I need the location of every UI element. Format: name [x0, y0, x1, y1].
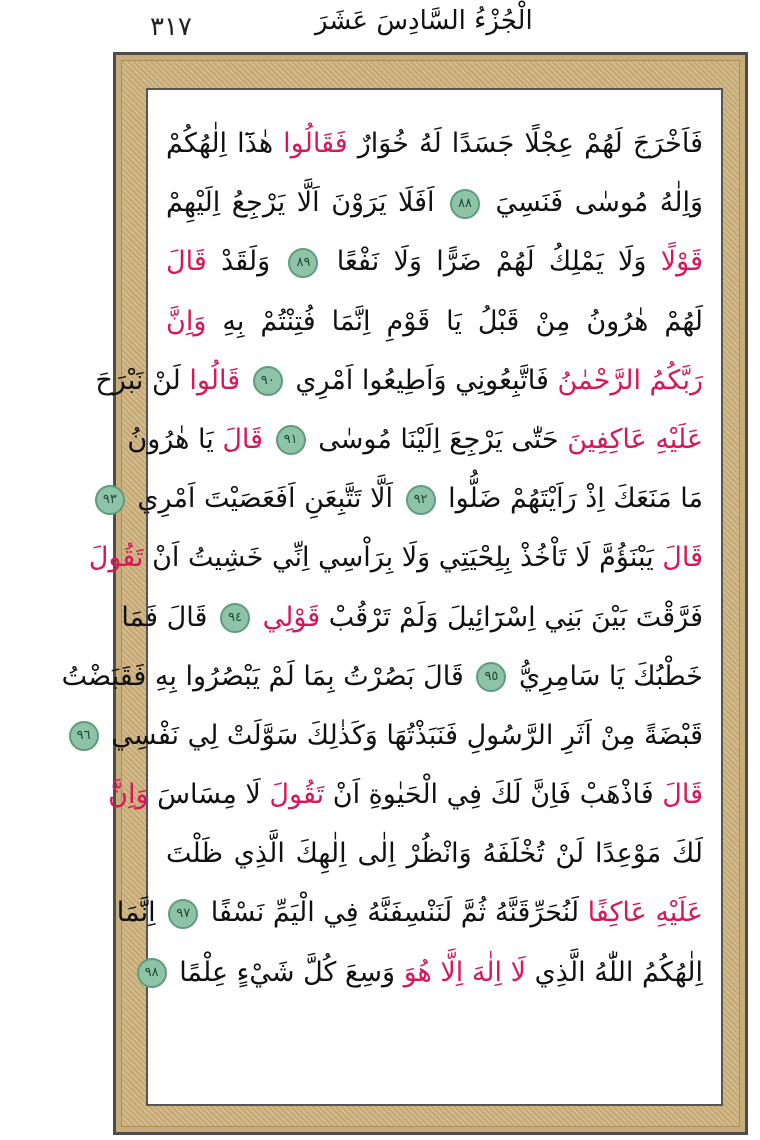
- text-segment: لَا مِسَاسَ: [148, 779, 270, 811]
- text-segment: مَا مَنَعَكَ اِذْ رَاَيْتَهُمْ ضَلُّوا: [439, 483, 703, 515]
- text-segment: وَاِلٰهُ مُوسٰى فَنَسِيَ: [484, 187, 703, 219]
- ayah-number-marker: ٨٩: [288, 248, 318, 278]
- highlighted-text: وَاِنَّ: [108, 779, 149, 811]
- ayah-number-marker: ٩٢: [406, 485, 436, 515]
- text-line: [166, 232, 703, 291]
- text-line: [144, 943, 703, 1002]
- highlighted-text: قَالَ: [662, 542, 703, 574]
- text-segment: قَبْضَةً مِنْ اَثَرِ الرَّسُولِ فَنَبَذْتُهَا وَكَذٰلِكَ سَوَّلَتْ لِي نَفْسِي: [102, 719, 703, 751]
- highlighted-text: قَوْلًا: [660, 246, 703, 278]
- text-segment: وَلَقَدْ: [206, 246, 285, 278]
- highlighted-text: فَقَالُوا: [283, 128, 348, 159]
- highlighted-text: قَوْلِي: [262, 601, 321, 633]
- ayah-number-marker: ٩٦: [69, 721, 99, 751]
- ayah-number-marker: ٩٣: [95, 485, 125, 515]
- text-segment: لَنْ نَبْرَحَ: [95, 364, 190, 396]
- highlighted-text: لَا اِلٰهَ اِلَّا هُوَ: [403, 956, 527, 988]
- text-segment: [254, 602, 263, 633]
- text-segment: وَسِعَ كُلَّ شَيْءٍ عِلْمًا: [170, 956, 404, 988]
- text-line: [166, 824, 703, 883]
- text-segment: لَهُمْ هٰرُونُ مِنْ قَبْلُ يَا قَوْمِ اِنَّمَا فُتِنْتُمْ بِهِ: [206, 305, 703, 337]
- text-segment: خَطْبُكَ يَا سَامِرِيُّ: [510, 660, 703, 692]
- highlighted-text: قَالَ: [222, 423, 264, 455]
- text-segment: لَنُحَرِّقَنَّهُ ثُمَّ لَنَنْسِفَنَّهُ فِي الْيَمِّ نَسْفًا: [202, 897, 588, 929]
- text-segment: قَالَ فَمَا: [121, 601, 216, 633]
- text-segment: قَالَ بَصُرْتُ بِمَا لَمْ يَبْصُرُوا بِهِ فَقَبَضْتُ: [61, 660, 473, 692]
- page-frame: [61, 52, 748, 1135]
- text-line: [166, 292, 703, 351]
- text-segment: فَاذْهَبْ فَاِنَّ لَكَ فِي الْحَيٰوةِ اَنْ: [324, 779, 663, 811]
- ayah-number-marker: ٩١: [276, 425, 306, 455]
- text-line: [127, 410, 703, 469]
- text-line: [121, 588, 703, 647]
- text-segment: حَتّٰى يَرْجِعَ اِلَيْنَا مُوسٰى: [309, 423, 568, 455]
- text-segment: اَلَّا تَتَّبِعَنِ اَفَعَصَيْتَ اَمْرِي: [128, 483, 402, 515]
- highlighted-text: قَالُوا: [189, 364, 241, 396]
- highlighted-text: رَبَّكُمُ الرَّحْمٰنُ: [557, 364, 703, 396]
- highlighted-text: تَقُولَ: [88, 542, 144, 574]
- text-line: [166, 114, 703, 173]
- ayah-number-marker: ٩٥: [476, 662, 506, 692]
- page-header: [0, 0, 760, 52]
- text-line: [76, 706, 703, 765]
- highlighted-text: قَالَ: [662, 779, 703, 811]
- text-segment: [263, 424, 272, 455]
- ayah-number-marker: ٩٨: [137, 958, 167, 988]
- text-segment: لَكَ مَوْعِدًا لَنْ تُخْلَفَهُ وَانْظُرْ اِلٰى اِلٰهِكَ الَّذِي ظَلْتَ: [166, 838, 703, 870]
- highlighted-text: تَقُولَ: [269, 779, 325, 811]
- text-line: [108, 765, 703, 824]
- highlighted-text: وَاِنَّ: [166, 305, 207, 337]
- text-segment: يَبْنَؤُمَّ لَا تَاْخُذْ بِلِحْيَتِي وَلَا بِرَاْسِي اِنِّي خَشِيتُ اَنْ: [143, 542, 663, 574]
- text-segment: [240, 365, 249, 396]
- highlighted-text: قَالَ: [166, 246, 207, 278]
- text-segment: اَفَلَا يَرَوْنَ اَلَّا يَرْجِعُ اِلَيْهِمْ: [166, 187, 447, 219]
- quran-text: [61, 114, 703, 1092]
- text-segment: هٰذَٓا اِلٰهُكُمْ: [166, 128, 284, 159]
- ayah-number-marker: ٩٧: [168, 899, 198, 929]
- juz-title: الْجُزْءُ السَّادِسَ عَشَرَ: [315, 6, 533, 36]
- text-panel: [61, 88, 723, 1106]
- text-segment: فَاَخْرَجَ لَهُمْ عِجْلًا جَسَدًا لَهُ خُوَارٌ: [347, 128, 703, 159]
- page-number: ٣١٧: [150, 12, 192, 42]
- text-line: [95, 351, 703, 410]
- highlighted-text: عَلَيْهِ عَاكِفًا: [587, 897, 703, 929]
- ayah-number-marker: ٩٤: [220, 603, 250, 633]
- ayah-number-marker: ٨٨: [450, 189, 480, 219]
- ayah-number-marker: ٩٠: [253, 366, 283, 396]
- text-line: [102, 469, 703, 528]
- text-line: [116, 883, 703, 942]
- text-segment: فَاتَّبِعُونِي وَاَطِيعُوا اَمْرِي: [286, 364, 558, 396]
- text-line: [88, 528, 703, 587]
- text-segment: اِلٰهُكُمُ اللّٰهُ الَّذِي: [526, 956, 703, 988]
- highlighted-text: عَلَيْهِ عَاكِفِينَ: [567, 423, 703, 455]
- text-segment: وَلَا يَمْلِكُ لَهُمْ ضَرًّا وَلَا نَفْعًا: [322, 246, 661, 278]
- text-segment: يَا هٰرُونُ: [127, 423, 223, 455]
- text-segment: فَرَّقْتَ بَيْنَ بَنِي اِسْرَٓائِيلَ وَلَمْ تَرْقُبْ: [320, 601, 703, 633]
- text-line: [61, 647, 703, 706]
- text-segment: اِنَّمَا: [116, 897, 165, 929]
- text-line: [166, 173, 703, 232]
